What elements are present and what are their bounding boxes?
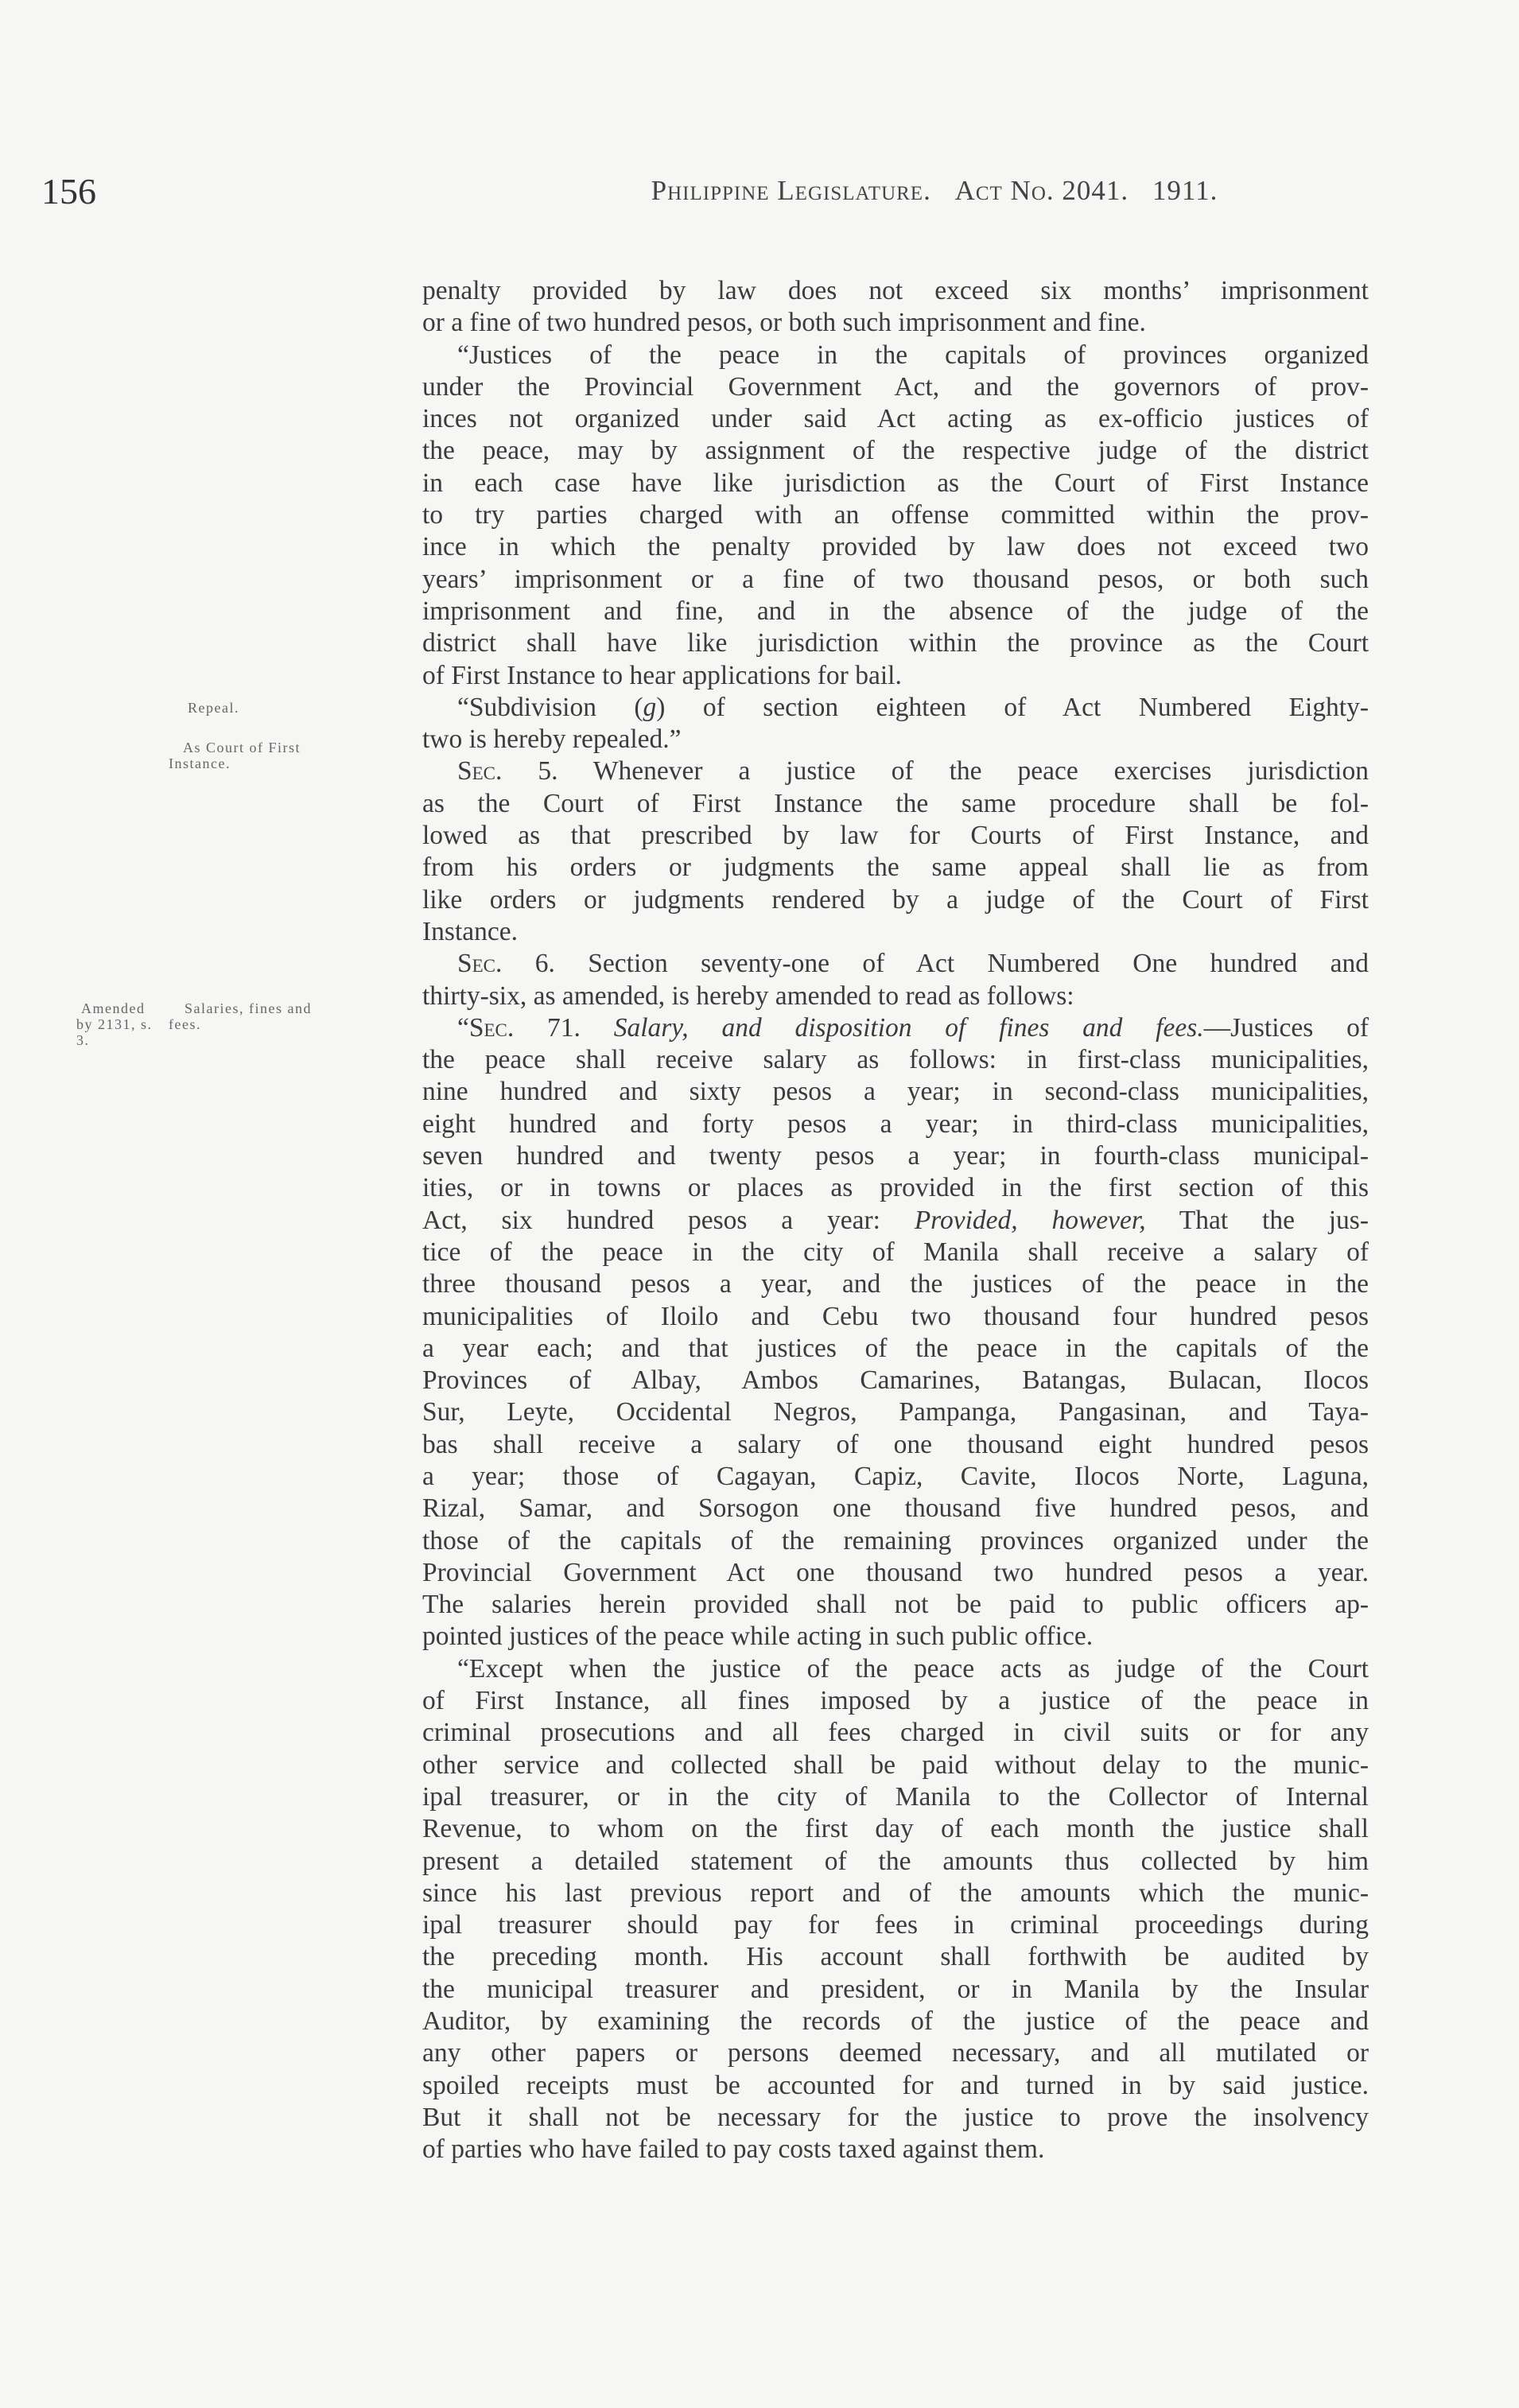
text-line <box>422 1429 1369 1461</box>
text-segment: Sec <box>468 1012 507 1043</box>
body-text <box>422 275 1369 2166</box>
text-segment: That the jus- <box>1145 1205 1369 1235</box>
paragraph <box>422 692 1369 756</box>
text-line <box>422 1109 1369 1140</box>
text-segment: ipal treasurer should pay for fees in criminal proceedings during <box>422 1910 1369 1940</box>
text-line <box>422 1237 1369 1268</box>
text-segment: . 71. <box>507 1012 614 1043</box>
text-segment: from his orders or judgments the same appeal shall lie as from <box>422 853 1369 883</box>
text-segment: municipalities of Iloilo and Cebu two thousand four hundred pesos <box>422 1301 1369 1331</box>
text-segment: “Subdivision ( <box>457 692 643 722</box>
text-line <box>422 1813 1369 1845</box>
text-segment: eight hundred and forty pesos a year; in third-class municipalities, <box>422 1109 1369 1139</box>
text-segment: Rizal, Samar, and Sorsogon one thousand five hundred pesos, and <box>422 1493 1369 1524</box>
text-segment: —Justices of <box>1203 1012 1369 1043</box>
text-line <box>422 981 1369 1012</box>
text-segment: in each case have like jurisdiction as the Court of First Instance <box>422 468 1369 498</box>
text-segment: Provincial Government Act one thousand two hundred pesos a year. <box>422 1557 1369 1587</box>
margin-note-line: Amended <box>81 1000 146 1016</box>
text-segment: present a detailed statement of the amounts thus collected by him <box>422 1846 1369 1876</box>
running-title <box>445 175 1424 207</box>
text-segment: . 5. Whenever a justice of the peace exercises jurisdiction <box>495 756 1369 786</box>
page-number: 156 <box>41 171 96 212</box>
text-line <box>422 820 1369 852</box>
text-segment: any other papers or persons deemed necessary, and all mutilated or <box>422 2038 1369 2068</box>
margin-note-court-first-instance <box>169 740 422 771</box>
text-line <box>422 564 1369 596</box>
text-segment: the peace shall receive salary as follows: in first-class municipalities, <box>422 1045 1369 1075</box>
text-segment: tice of the peace in the city of Manila shall receive a salary of <box>422 1237 1369 1267</box>
text-line <box>422 660 1369 692</box>
text-segment: Provided, however, <box>914 1205 1146 1235</box>
text-segment: Instance. <box>422 916 518 946</box>
text-segment: pointed justices of the peace while acting in such public office. <box>422 1622 1094 1652</box>
text-segment: g <box>643 692 657 722</box>
text-segment: Salary, and disposition of fines and fees. <box>613 1012 1204 1043</box>
text-segment: of First Instance to hear applications for bail. <box>422 660 902 690</box>
text-segment: since his last previous report and of the amounts which the munic- <box>422 1878 1369 1908</box>
text-segment: spoiled receipts must be accounted for and turned in by said justice. <box>422 2070 1369 2100</box>
text-line <box>422 403 1369 435</box>
text-line <box>422 755 1369 787</box>
text-segment: Sec <box>457 949 496 979</box>
text-line <box>422 2006 1369 2037</box>
text-segment: “Except when the justice of the peace acts as judge of the Court <box>457 1653 1369 1684</box>
text-line <box>422 1525 1369 1557</box>
text-segment: those of the capitals of the remaining provinces organized under the <box>422 1525 1369 1555</box>
text-line <box>422 852 1369 884</box>
running-title-act: Act No. 2041. <box>954 175 1129 206</box>
text-segment: “ <box>457 1012 469 1043</box>
text-line <box>422 371 1369 403</box>
text-line <box>422 1301 1369 1333</box>
text-line <box>422 1493 1369 1524</box>
text-segment: Act, six hundred pesos a year: <box>422 1205 915 1235</box>
text-line <box>422 1589 1369 1621</box>
text-line <box>422 1461 1369 1493</box>
text-line <box>422 499 1369 531</box>
text-line <box>422 1781 1369 1813</box>
margin-note-salaries <box>169 1000 423 1032</box>
running-title-legislature: Philippine Legislature. <box>651 175 931 206</box>
text-line <box>422 1685 1369 1717</box>
text-line <box>422 2102 1369 2134</box>
text-segment: ince in which the penalty provided by law does not exceed two <box>422 532 1369 562</box>
text-segment: Sec <box>457 756 496 786</box>
text-segment: the municipal treasurer and president, or in Manila by the Insular <box>422 1974 1369 2004</box>
text-segment: like orders or judgments rendered by a judge of the Court of First <box>422 884 1369 915</box>
margin-note-line: Salaries, fines and <box>185 1000 312 1016</box>
text-segment: district shall have like jurisdiction within the province as the Court <box>422 628 1369 658</box>
paragraph <box>422 948 1369 1012</box>
text-line <box>422 1621 1369 1653</box>
text-segment: of parties who have failed to pay costs taxed against them. <box>422 2134 1045 2165</box>
text-line <box>422 1172 1369 1204</box>
text-segment: thirty-six, as amended, is hereby amended to read as follows: <box>422 981 1074 1011</box>
text-line <box>422 1974 1369 2006</box>
text-segment: Revenue, to whom on the first day of each month the justice shall <box>422 1814 1369 1844</box>
text-line <box>422 627 1369 659</box>
text-line <box>422 307 1369 339</box>
text-line <box>422 916 1369 948</box>
text-segment: a year; those of Cagayan, Capiz, Cavite, Ilocos Norte, Laguna, <box>422 1461 1369 1491</box>
text-segment: the preceding month. His account shall forthwith be audited by <box>422 1942 1369 1972</box>
text-segment: bas shall receive a salary of one thousand eight hundred pesos <box>422 1429 1369 1459</box>
text-segment: nine hundred and sixty pesos a year; in second-class municipalities, <box>422 1077 1369 1107</box>
text-segment: as the Court of First Instance the same procedure shall be fol- <box>422 788 1369 818</box>
text-line <box>422 596 1369 627</box>
paragraph <box>422 1012 1369 1653</box>
text-segment: criminal prosecutions and all fees charged in civil suits or for any <box>422 1718 1369 1748</box>
text-segment: years’ imprisonment or a fine of two thousand pesos, or both such <box>422 564 1369 594</box>
text-line <box>422 1333 1369 1365</box>
text-line <box>422 884 1369 916</box>
text-segment: two is hereby repealed.” <box>422 724 682 755</box>
text-line <box>422 2037 1369 2069</box>
text-line <box>422 1878 1369 1909</box>
text-segment: The salaries herein provided shall not be paid to public officers ap- <box>422 1590 1369 1620</box>
margin-note-line: fees. <box>169 1016 201 1032</box>
running-title-year: 1911. <box>1152 175 1218 206</box>
text-line <box>422 340 1369 371</box>
text-line <box>422 788 1369 820</box>
margin-note-line: As Court of First <box>183 740 301 755</box>
text-segment: imprisonment and fine, and in the absence of the judge of the <box>422 596 1369 626</box>
text-line <box>422 1396 1369 1428</box>
text-line <box>422 948 1369 980</box>
text-segment: ipal treasurer, or in the city of Manila to the Collector of Internal <box>422 1781 1369 1812</box>
text-line <box>422 1909 1369 1941</box>
text-segment: “Justices of the peace in the capitals of provinces organized <box>457 340 1369 370</box>
text-line <box>422 531 1369 563</box>
text-segment: ities, or in towns or places as provided in the first section of this <box>422 1173 1369 1203</box>
text-segment: ) of section eighteen of Act Numbered Eighty- <box>656 692 1369 722</box>
text-segment: a year each; and that justices of the peace in the capitals of the <box>422 1333 1369 1363</box>
margin-note-repeal: Repeal. <box>188 700 239 716</box>
text-segment: the peace, may by assignment of the respective judge of the district <box>422 436 1369 466</box>
text-segment: Auditor, by examining the records of the justice of the peace and <box>422 2006 1369 2037</box>
text-line <box>422 1846 1369 1878</box>
margin-note-amended <box>76 1000 164 1048</box>
text-segment: three thousand pesos a year, and the justices of the peace in the <box>422 1269 1369 1299</box>
text-line <box>422 2070 1369 2102</box>
text-segment: But it shall not be necessary for the justice to prove the insolvency <box>422 2102 1369 2132</box>
text-line <box>422 1557 1369 1589</box>
text-segment: Provinces of Albay, Ambos Camarines, Batangas, Bulacan, Ilocos <box>422 1365 1369 1396</box>
text-line <box>422 1140 1369 1172</box>
text-line <box>422 1750 1369 1781</box>
text-line <box>422 1653 1369 1685</box>
text-segment: or a fine of two hundred pesos, or both such imprisonment and fine. <box>422 308 1146 338</box>
text-segment: . 6. Section seventy-one of Act Numbered One hundred and <box>495 949 1369 979</box>
margin-note-line: Instance. <box>169 755 231 771</box>
paragraph <box>422 755 1369 948</box>
text-line <box>422 1205 1369 1237</box>
margin-note-line: by 2131, s. 3. <box>76 1016 153 1048</box>
text-line <box>422 1941 1369 1973</box>
text-line <box>422 1044 1369 1076</box>
text-segment: under the Provincial Government Act, and the governors of prov- <box>422 371 1369 402</box>
text-line <box>422 468 1369 499</box>
text-line <box>422 1365 1369 1396</box>
text-segment: inces not organized under said Act acting as ex-officio justices of <box>422 404 1369 434</box>
paragraph <box>422 275 1369 340</box>
text-line <box>422 275 1369 307</box>
text-line <box>422 1717 1369 1749</box>
text-segment: lowed as that prescribed by law for Courts of First Instance, and <box>422 821 1369 851</box>
text-segment: other service and collected shall be paid without delay to the munic- <box>422 1750 1369 1780</box>
text-segment: to try parties charged with an offense committed within the prov- <box>422 500 1369 530</box>
paragraph <box>422 1653 1369 2166</box>
text-line <box>422 1268 1369 1300</box>
text-line <box>422 2134 1369 2165</box>
text-line <box>422 692 1369 724</box>
text-line <box>422 1012 1369 1044</box>
text-line <box>422 435 1369 467</box>
paragraph <box>422 340 1369 692</box>
text-segment: of First Instance, all fines imposed by a justice of the peace in <box>422 1686 1369 1716</box>
text-line <box>422 1076 1369 1108</box>
text-segment: Sur, Leyte, Occidental Negros, Pampanga, Pangasinan, and Taya- <box>422 1397 1369 1427</box>
text-segment: penalty provided by law does not exceed six months’ imprisonment <box>422 276 1369 305</box>
text-line <box>422 724 1369 755</box>
text-segment: seven hundred and twenty pesos a year; in fourth-class municipal- <box>422 1141 1369 1171</box>
